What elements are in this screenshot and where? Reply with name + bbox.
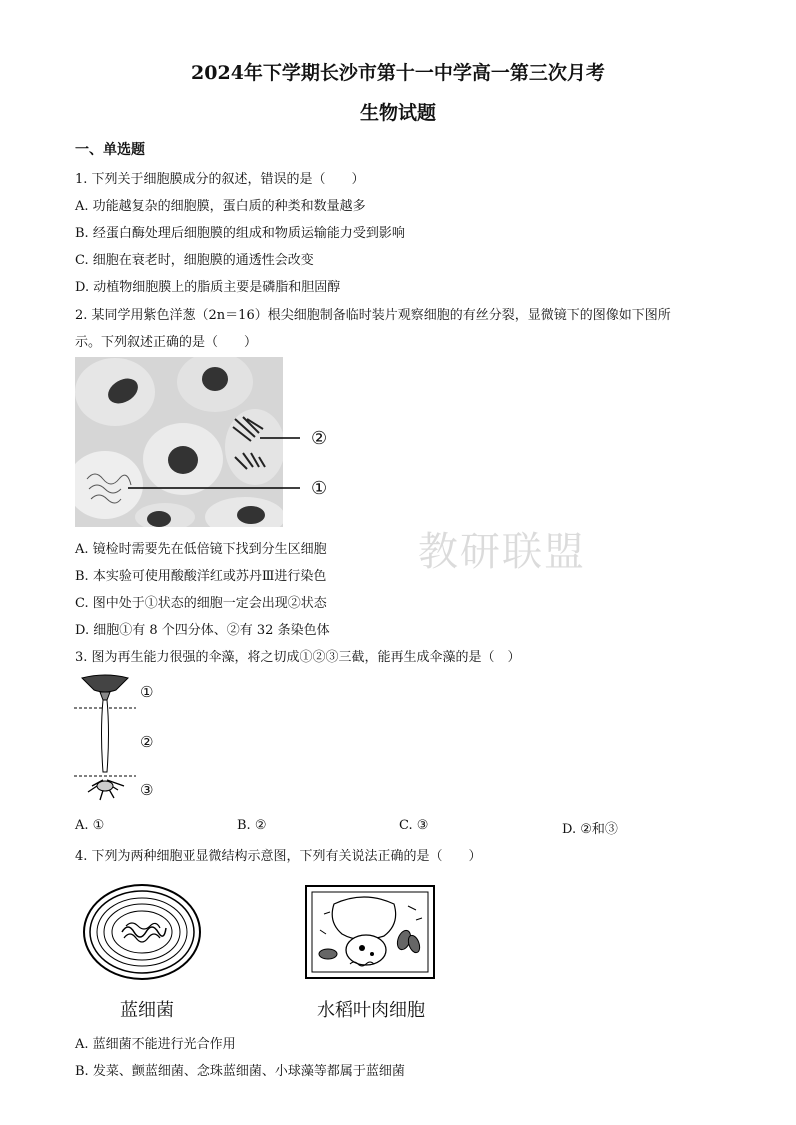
q2-option-b: B. 本实验可使用酸酸洋红或苏丹Ⅲ进行染色 — [75, 569, 327, 584]
watermark: 教研联盟 — [418, 529, 586, 575]
q3-option-c: C. ③ — [399, 818, 429, 833]
q3-stem: 3. 图为再生能力很强的伞藻，将之切成①②③三截，能再生成伞藻的是（ ） — [75, 650, 521, 665]
q2-pointer-lines — [128, 430, 308, 495]
rice-cell-caption: 水稻叶肉细胞 — [317, 1000, 425, 1021]
q2-option-d: D. 细胞①有 8 个四分体、②有 32 条染色体 — [75, 623, 330, 638]
q2-option-a: A. 镜检时需要先在低倍镜下找到分生区细胞 — [75, 542, 327, 557]
page-title: 2024年下学期长沙市第十一中学高一第三次月考 — [191, 62, 605, 84]
q1-option-a: A. 功能越复杂的细胞膜，蛋白质的种类和数量越多 — [75, 199, 366, 214]
q2-stem-line1: 2. 某同学用紫色洋葱（2n＝16）根尖细胞制备临时装片观察细胞的有丝分裂，显微镜下的图像如下图所 — [75, 308, 671, 323]
q3-figure-label-2: ② — [140, 733, 154, 751]
q2-figure-label-1: ① — [311, 478, 328, 499]
acetabularia-figure — [70, 672, 140, 807]
q1-option-c: C. 细胞在衰老时，细胞膜的通透性会改变 — [75, 253, 314, 268]
cyanobacteria-caption: 蓝细菌 — [120, 1000, 174, 1021]
rice-mesophyll-cell-figure — [304, 884, 436, 980]
q1-stem: 1. 下列关于细胞膜成分的叙述，错误的是（ ） — [75, 172, 365, 187]
q4-option-a: A. 蓝细菌不能进行光合作用 — [75, 1037, 236, 1052]
q4-option-b: B. 发菜、颤蓝细菌、念珠蓝细菌、小球藻等都属于蓝细菌 — [75, 1064, 405, 1079]
q3-option-a: A. ① — [75, 818, 105, 833]
q1-option-d: D. 动植物细胞膜上的脂质主要是磷脂和胆固醇 — [75, 280, 341, 295]
q1-option-b: B. 经蛋白酶处理后细胞膜的组成和物质运输能力受到影响 — [75, 226, 405, 241]
section-heading: 一、单选题 — [75, 142, 145, 158]
q3-option-b: B. ② — [237, 818, 267, 833]
q3-option-d: D. ②和③ — [562, 822, 618, 837]
q2-figure-label-2: ② — [311, 428, 328, 449]
page-subtitle: 生物试题 — [359, 102, 436, 124]
q2-option-c: C. 图中处于①状态的细胞一定会出现②状态 — [75, 596, 327, 611]
q4-stem: 4. 下列为两种细胞亚显微结构示意图，下列有关说法正确的是（ ） — [75, 849, 482, 864]
q2-stem-line2: 示。下列叙述正确的是（ ） — [75, 335, 258, 350]
q3-figure-label-1: ① — [140, 683, 154, 701]
cyanobacteria-figure — [82, 882, 202, 982]
q3-figure-label-3: ③ — [140, 781, 154, 799]
